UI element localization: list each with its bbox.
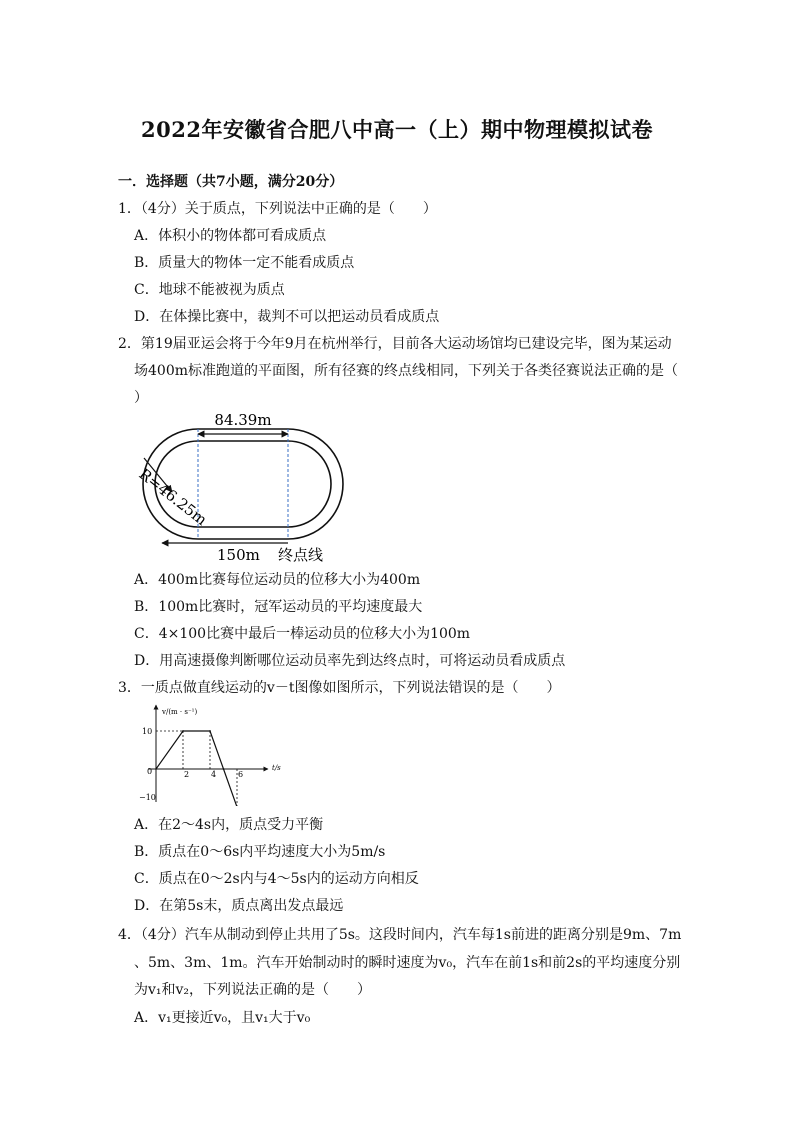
section-heading: 一．选择题（共7小题，满分20分） (118, 174, 344, 190)
q3-option-c: C．质点在0～2s内与4～5s内的运动方向相反 (134, 871, 419, 887)
q2-option-c: C．4×100比赛中最后一棒运动员的位移大小为100m (134, 626, 471, 642)
q4-option-a: A．v₁更接近v₀，且v₁大于v₀ (134, 1010, 311, 1026)
y-tick-0: 0 (147, 767, 153, 776)
radius-label: R=46.25m (135, 464, 211, 530)
q2-stem-line-2: 场400m标准跑道的平面图，所有径赛的终点线相同，下列关于各类径赛说法正确的是（ (134, 363, 678, 379)
vt-points (155, 730, 238, 806)
vt-point (155, 768, 157, 770)
y-axis-label: v/(m · s⁻¹) (162, 708, 198, 716)
q3-option-d: D．在第5s末，质点离出发点最远 (134, 898, 344, 914)
q2-stem-line-1: 2．第19届亚运会将于今年9月在杭州举行，目前各大运动场馆均已建设完毕，图为某运动 (118, 336, 672, 352)
q1-option-d: D．在体操比赛中，裁判不可以把运动员看成质点 (134, 309, 440, 325)
length-150-label: 150m (217, 546, 260, 564)
q3-option-b: B．质点在0～6s内平均速度大小为5m/s (134, 844, 386, 860)
q3-stem: 3．一质点做直线运动的v－t图像如图所示，下列说法错误的是（ ） (118, 680, 561, 696)
x-tick-4: 4 (211, 770, 217, 779)
q4-stem-line-1: 4．（4分）汽车从制动到停止共用了5s。这段时间内，汽车每1s前进的距离分别是9m、7m (118, 927, 682, 943)
q2-stem-line-3: ） (134, 390, 148, 406)
x-tick-6: 6 (238, 770, 244, 779)
q2-option-d: D．用高速摄像判断哪位运动员率先到达终点时，可将运动员看成质点 (134, 653, 566, 669)
q1-option-a: A．体积小的物体都可看成质点 (134, 228, 327, 244)
vt-point (182, 730, 184, 732)
x-tick-2: 2 (184, 770, 190, 779)
vt-point (209, 730, 211, 732)
y-tick-10: 10 (142, 727, 153, 736)
q2-option-a: A．400m比赛每位运动员的位移大小为400m (134, 572, 421, 588)
y-tick-minus-10: −10 (139, 793, 156, 802)
track-diagram (130, 410, 370, 565)
track-outer-lane (143, 429, 343, 539)
q1-option-b: B．质量大的物体一定不能看成质点 (134, 255, 355, 271)
page-title: 2022年安徽省合肥八中高一（上）期中物理模拟试卷 (141, 117, 653, 142)
vt-graph (138, 702, 298, 806)
q3-option-a: A．在2～4s内，质点受力平衡 (134, 817, 324, 833)
vt-point (223, 768, 225, 770)
straight-length-label: 84.39m (214, 411, 272, 429)
q1-option-c: C．地球不能被视为质点 (134, 282, 285, 298)
q4-stem-line-2: 、5m、3m、1m。汽车开始制动时的瞬时速度为v₀，汽车在前1s和前2s的平均速度分别 (134, 955, 681, 971)
q1-stem: 1．（4分）关于质点，下列说法中正确的是（ ） (118, 201, 437, 217)
q4-stem-line-3: 为v₁和v₂，下列说法正确的是（ ） (134, 982, 372, 998)
q2-option-b: B．100m比赛时，冠军运动员的平均速度最大 (134, 599, 423, 615)
x-axis-label: t/s (272, 764, 281, 772)
finish-line-label: 终点线 (278, 546, 324, 564)
